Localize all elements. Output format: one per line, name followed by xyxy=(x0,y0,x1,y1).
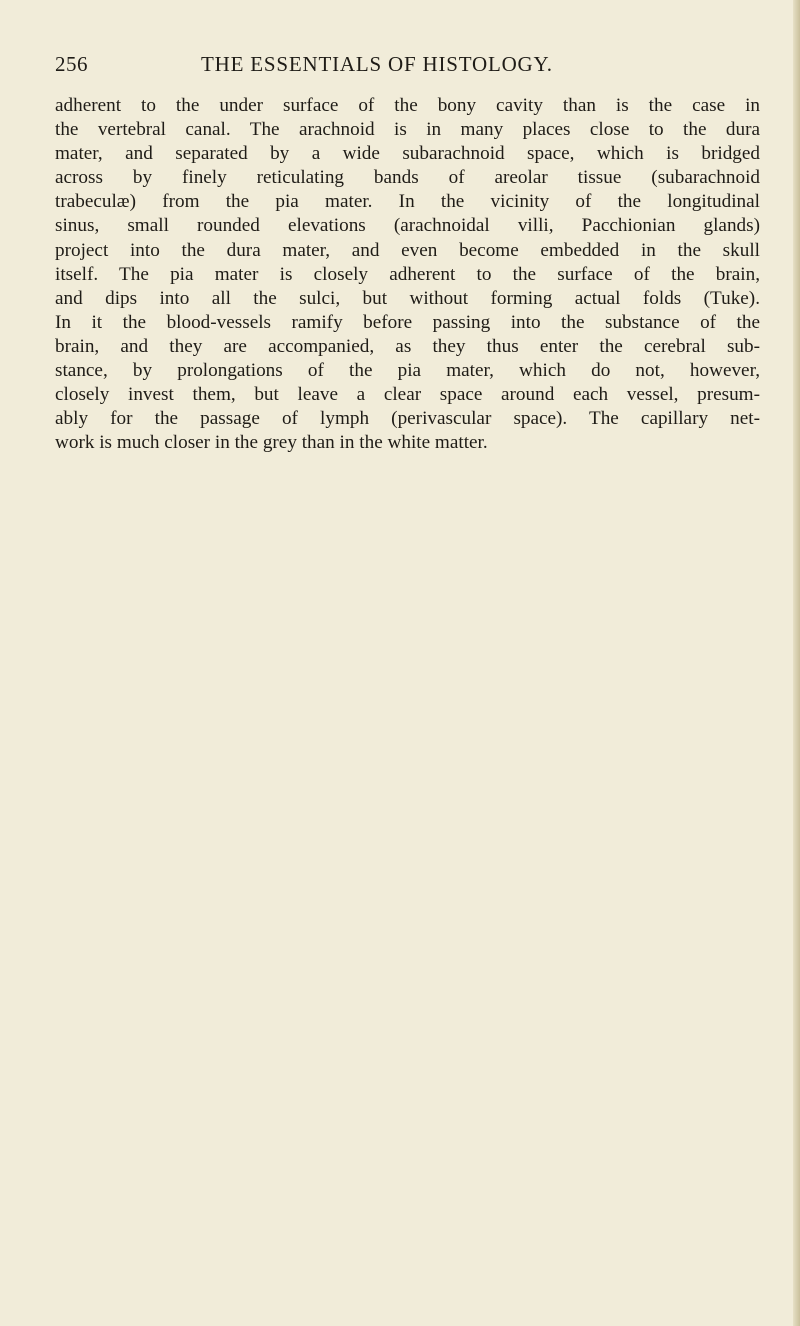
body-paragraph xyxy=(55,94,760,455)
text-line: adherent to the under surface of the bony cavity than is the case in xyxy=(55,95,760,116)
text-line: project into the dura mater, and even become embedded in the skull xyxy=(55,239,760,261)
page-header xyxy=(55,52,755,84)
text-line: itself. The pia mater is closely adherent to the surface of the brain, xyxy=(55,263,760,285)
text-line: work is much closer in the grey than in the white matter. xyxy=(55,432,488,454)
text-line: ably for the passage of lymph (perivascular space). The capillary net- xyxy=(55,408,760,430)
text-line: brain, and they are accompanied, as they thus enter the cerebral sub- xyxy=(55,335,760,357)
text-line: across by finely reticulating bands of areolar tissue (subarachnoid xyxy=(55,167,760,189)
text-line: stance, by prolongations of the pia mater, which do not, however, xyxy=(55,360,760,382)
text-line: the vertebral canal. The arachnoid is in many places close to the dura xyxy=(55,119,760,141)
page-edge xyxy=(793,0,800,1326)
text-line: and dips into all the sulci, but without forming actual folds (Tuke). xyxy=(55,287,760,309)
running-title: THE ESSENTIALS OF HISTOLOGY. xyxy=(201,52,553,76)
page-number: 256 xyxy=(55,52,88,76)
text-line: closely invest them, but leave a clear space around each vessel, presum- xyxy=(55,384,760,406)
text-line: mater, and separated by a wide subarachnoid space, which is bridged xyxy=(55,143,760,165)
text-line: In it the blood-vessels ramify before passing into the substance of the xyxy=(55,311,760,333)
text-line: sinus, small rounded elevations (arachnoidal villi, Pacchionian glands) xyxy=(55,215,760,237)
text-line: trabeculæ) from the pia mater. In the vicinity of the longitudinal xyxy=(55,191,760,213)
